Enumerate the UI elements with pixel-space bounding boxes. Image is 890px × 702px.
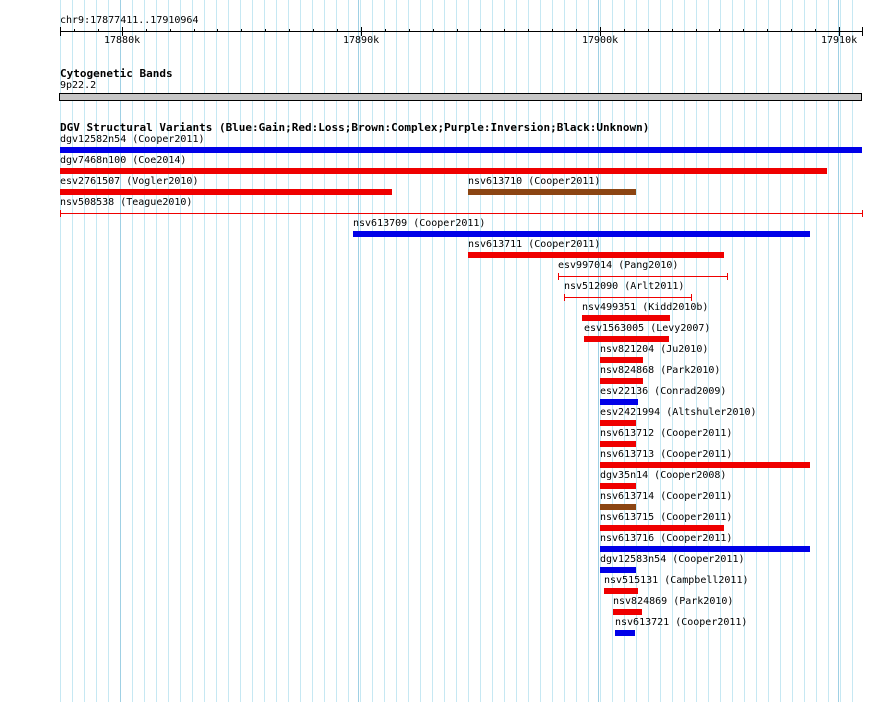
grid-line-major [598, 0, 599, 702]
ruler-minor-tick [672, 29, 673, 31]
grid-line-major [120, 0, 121, 702]
dgv-feature-label: nsv613710 (Cooper2011) [468, 176, 601, 187]
grid-line [420, 0, 421, 702]
ruler-minor-tick [217, 29, 218, 31]
dgv-feature-line[interactable] [60, 213, 862, 214]
dgv-feature-bar[interactable] [600, 504, 636, 510]
grid-line [792, 0, 793, 702]
grid-line [528, 0, 529, 702]
ruler-minor-tick [313, 29, 314, 31]
ruler-minor-tick [576, 29, 577, 31]
dgv-feature-bar[interactable] [468, 252, 724, 258]
grid-line [288, 0, 289, 702]
grid-line [468, 0, 469, 702]
dgv-feature-bar[interactable] [582, 315, 670, 321]
grid-line [552, 0, 553, 702]
dgv-feature-bar[interactable] [600, 567, 636, 573]
dgv-feature-label: nsv512090 (Arlt2011) [564, 281, 685, 292]
dgv-feature-label: esv22136 (Conrad2009) [600, 386, 727, 397]
dgv-feature-label: nsv613713 (Cooper2011) [600, 449, 733, 460]
dgv-feature-label: nsv613716 (Cooper2011) [600, 533, 733, 544]
dgv-feature-label: nsv613721 (Cooper2011) [615, 617, 748, 628]
dgv-feature-label: dgv12583n54 (Cooper2011) [600, 554, 745, 565]
grid-line [492, 0, 493, 702]
dgv-feature-endcap [691, 294, 692, 301]
ruler-minor-tick [98, 29, 99, 31]
ruler-minor-tick [385, 29, 386, 31]
ruler-position-label: chr9:17877411..17910964 [60, 15, 199, 26]
grid-line [540, 0, 541, 702]
ruler-minor-tick [696, 29, 697, 31]
grid-line [840, 0, 841, 702]
ruler-minor-tick [528, 29, 529, 31]
grid-line [96, 0, 97, 702]
grid-line [324, 0, 325, 702]
ruler-minor-tick [265, 29, 266, 31]
grid-line [780, 0, 781, 702]
dgv-feature-label: dgv7468n100 (Coe2014) [60, 155, 187, 166]
grid-line [204, 0, 205, 702]
grid-line [216, 0, 217, 702]
grid-line [228, 0, 229, 702]
dgv-track-title: DGV Structural Variants (Blue:Gain;Red:Loss;Brown:Complex;Purple:Inversion;Black:Unknown) [60, 121, 650, 134]
dgv-feature-label: nsv515131 (Campbell2011) [604, 575, 749, 586]
dgv-feature-endcap [558, 273, 559, 280]
dgv-feature-label: nsv821204 (Ju2010) [600, 344, 709, 355]
grid-line [744, 0, 745, 702]
grid-line [768, 0, 769, 702]
grid-line [312, 0, 313, 702]
dgv-feature-bar[interactable] [600, 546, 810, 552]
grid-line [156, 0, 157, 702]
dgv-feature-bar[interactable] [600, 441, 636, 447]
dgv-feature-bar[interactable] [600, 483, 636, 489]
dgv-feature-endcap [60, 210, 61, 217]
grid-line [444, 0, 445, 702]
grid-line [384, 0, 385, 702]
dgv-feature-bar[interactable] [60, 147, 862, 153]
grid-line [132, 0, 133, 702]
dgv-feature-label: nsv499351 (Kidd2010b) [582, 302, 709, 313]
grid-line [828, 0, 829, 702]
ruler-tick-label: 17910k [821, 35, 858, 46]
grid-line [804, 0, 805, 702]
dgv-feature-label: nsv824869 (Park2010) [613, 596, 734, 607]
ruler-minor-tick [504, 29, 505, 31]
dgv-feature-label: nsv613712 (Cooper2011) [600, 428, 733, 439]
ruler-minor-tick [767, 29, 768, 31]
grid-line-major [838, 0, 839, 702]
dgv-feature-line[interactable] [564, 297, 691, 298]
grid-line [72, 0, 73, 702]
dgv-feature-bar[interactable] [613, 609, 642, 615]
grid-line [432, 0, 433, 702]
ruler-minor-tick [743, 29, 744, 31]
grid-line [588, 0, 589, 702]
dgv-feature-bar[interactable] [600, 399, 638, 405]
dgv-feature-bar[interactable] [584, 336, 669, 342]
grid-line [276, 0, 277, 702]
ruler-minor-tick [719, 29, 720, 31]
grid-line [60, 0, 61, 702]
grid-line [396, 0, 397, 702]
grid-line [504, 0, 505, 702]
grid-line [852, 0, 853, 702]
ruler-tick-label: 17900k [582, 35, 619, 46]
ruler-end-tick [862, 27, 863, 36]
ruler-minor-tick [170, 29, 171, 31]
grid-line [576, 0, 577, 702]
grid-line-major [358, 0, 359, 702]
dgv-feature-label: nsv824868 (Park2010) [600, 365, 721, 376]
grid-line [336, 0, 337, 702]
dgv-feature-bar[interactable] [600, 420, 636, 426]
cytoband-track-title: Cytogenetic Bands [60, 67, 173, 80]
grid-line [252, 0, 253, 702]
grid-line [516, 0, 517, 702]
ruler-minor-tick [457, 29, 458, 31]
dgv-feature-bar[interactable] [60, 189, 392, 195]
ruler-minor-tick [337, 29, 338, 31]
grid-line [180, 0, 181, 702]
dgv-feature-label: nsv613711 (Cooper2011) [468, 239, 601, 250]
dgv-feature-label: esv2421994 (Altshuler2010) [600, 407, 757, 418]
dgv-feature-endcap [564, 294, 565, 301]
grid-line [408, 0, 409, 702]
cytoband-bar[interactable] [59, 93, 862, 101]
grid-line [816, 0, 817, 702]
dgv-feature-label: esv1563005 (Levy2007) [584, 323, 711, 334]
dgv-feature-label: esv997014 (Pang2010) [558, 260, 679, 271]
dgv-feature-bar[interactable] [353, 231, 810, 237]
dgv-feature-bar[interactable] [600, 357, 643, 363]
grid-line [108, 0, 109, 702]
ruler-minor-tick [194, 29, 195, 31]
ruler-minor-tick [74, 29, 75, 31]
grid-line [348, 0, 349, 702]
cytoband-label: 9p22.2 [60, 80, 97, 91]
ruler-minor-tick [241, 29, 242, 31]
dgv-feature-line[interactable] [558, 276, 727, 277]
dgv-feature-endcap [862, 210, 863, 217]
grid-line [456, 0, 457, 702]
ruler-minor-tick [146, 29, 147, 31]
grid-line [264, 0, 265, 702]
dgv-feature-bar[interactable] [604, 588, 638, 594]
ruler-minor-tick [552, 29, 553, 31]
dgv-feature-bar[interactable] [468, 189, 636, 195]
dgv-feature-bar[interactable] [600, 462, 810, 468]
dgv-feature-endcap [727, 273, 728, 280]
grid-line [480, 0, 481, 702]
dgv-feature-label: dgv35n14 (Cooper2008) [600, 470, 727, 481]
grid-line [168, 0, 169, 702]
dgv-feature-label: esv2761507 (Vogler2010) [60, 176, 199, 187]
ruler-minor-tick [791, 29, 792, 31]
grid-line [564, 0, 565, 702]
ruler-tick-label: 17890k [343, 35, 380, 46]
ruler-minor-tick [624, 29, 625, 31]
ruler-minor-tick [815, 29, 816, 31]
grid-line [144, 0, 145, 702]
dgv-feature-label: nsv613715 (Cooper2011) [600, 512, 733, 523]
dgv-feature-bar[interactable] [600, 378, 643, 384]
dgv-feature-bar[interactable] [600, 525, 724, 531]
grid-line [240, 0, 241, 702]
ruler-axis[interactable] [60, 31, 862, 32]
ruler-minor-tick [480, 29, 481, 31]
ruler-minor-tick [289, 29, 290, 31]
dgv-feature-label: nsv613709 (Cooper2011) [353, 218, 486, 229]
grid-line [372, 0, 373, 702]
grid-line [300, 0, 301, 702]
grid-line [360, 0, 361, 702]
grid-line [756, 0, 757, 702]
dgv-feature-bar[interactable] [60, 168, 827, 174]
grid-line [192, 0, 193, 702]
ruler-minor-tick [648, 29, 649, 31]
ruler-end-tick [60, 27, 61, 36]
dgv-feature-bar[interactable] [615, 630, 635, 636]
dgv-feature-label: dgv12582n54 (Cooper2011) [60, 134, 205, 145]
dgv-feature-label: nsv508538 (Teague2010) [60, 197, 193, 208]
dgv-feature-label: nsv613714 (Cooper2011) [600, 491, 733, 502]
ruler-minor-tick [433, 29, 434, 31]
ruler-tick-label: 17880k [104, 35, 141, 46]
ruler-minor-tick [409, 29, 410, 31]
grid-line [84, 0, 85, 702]
